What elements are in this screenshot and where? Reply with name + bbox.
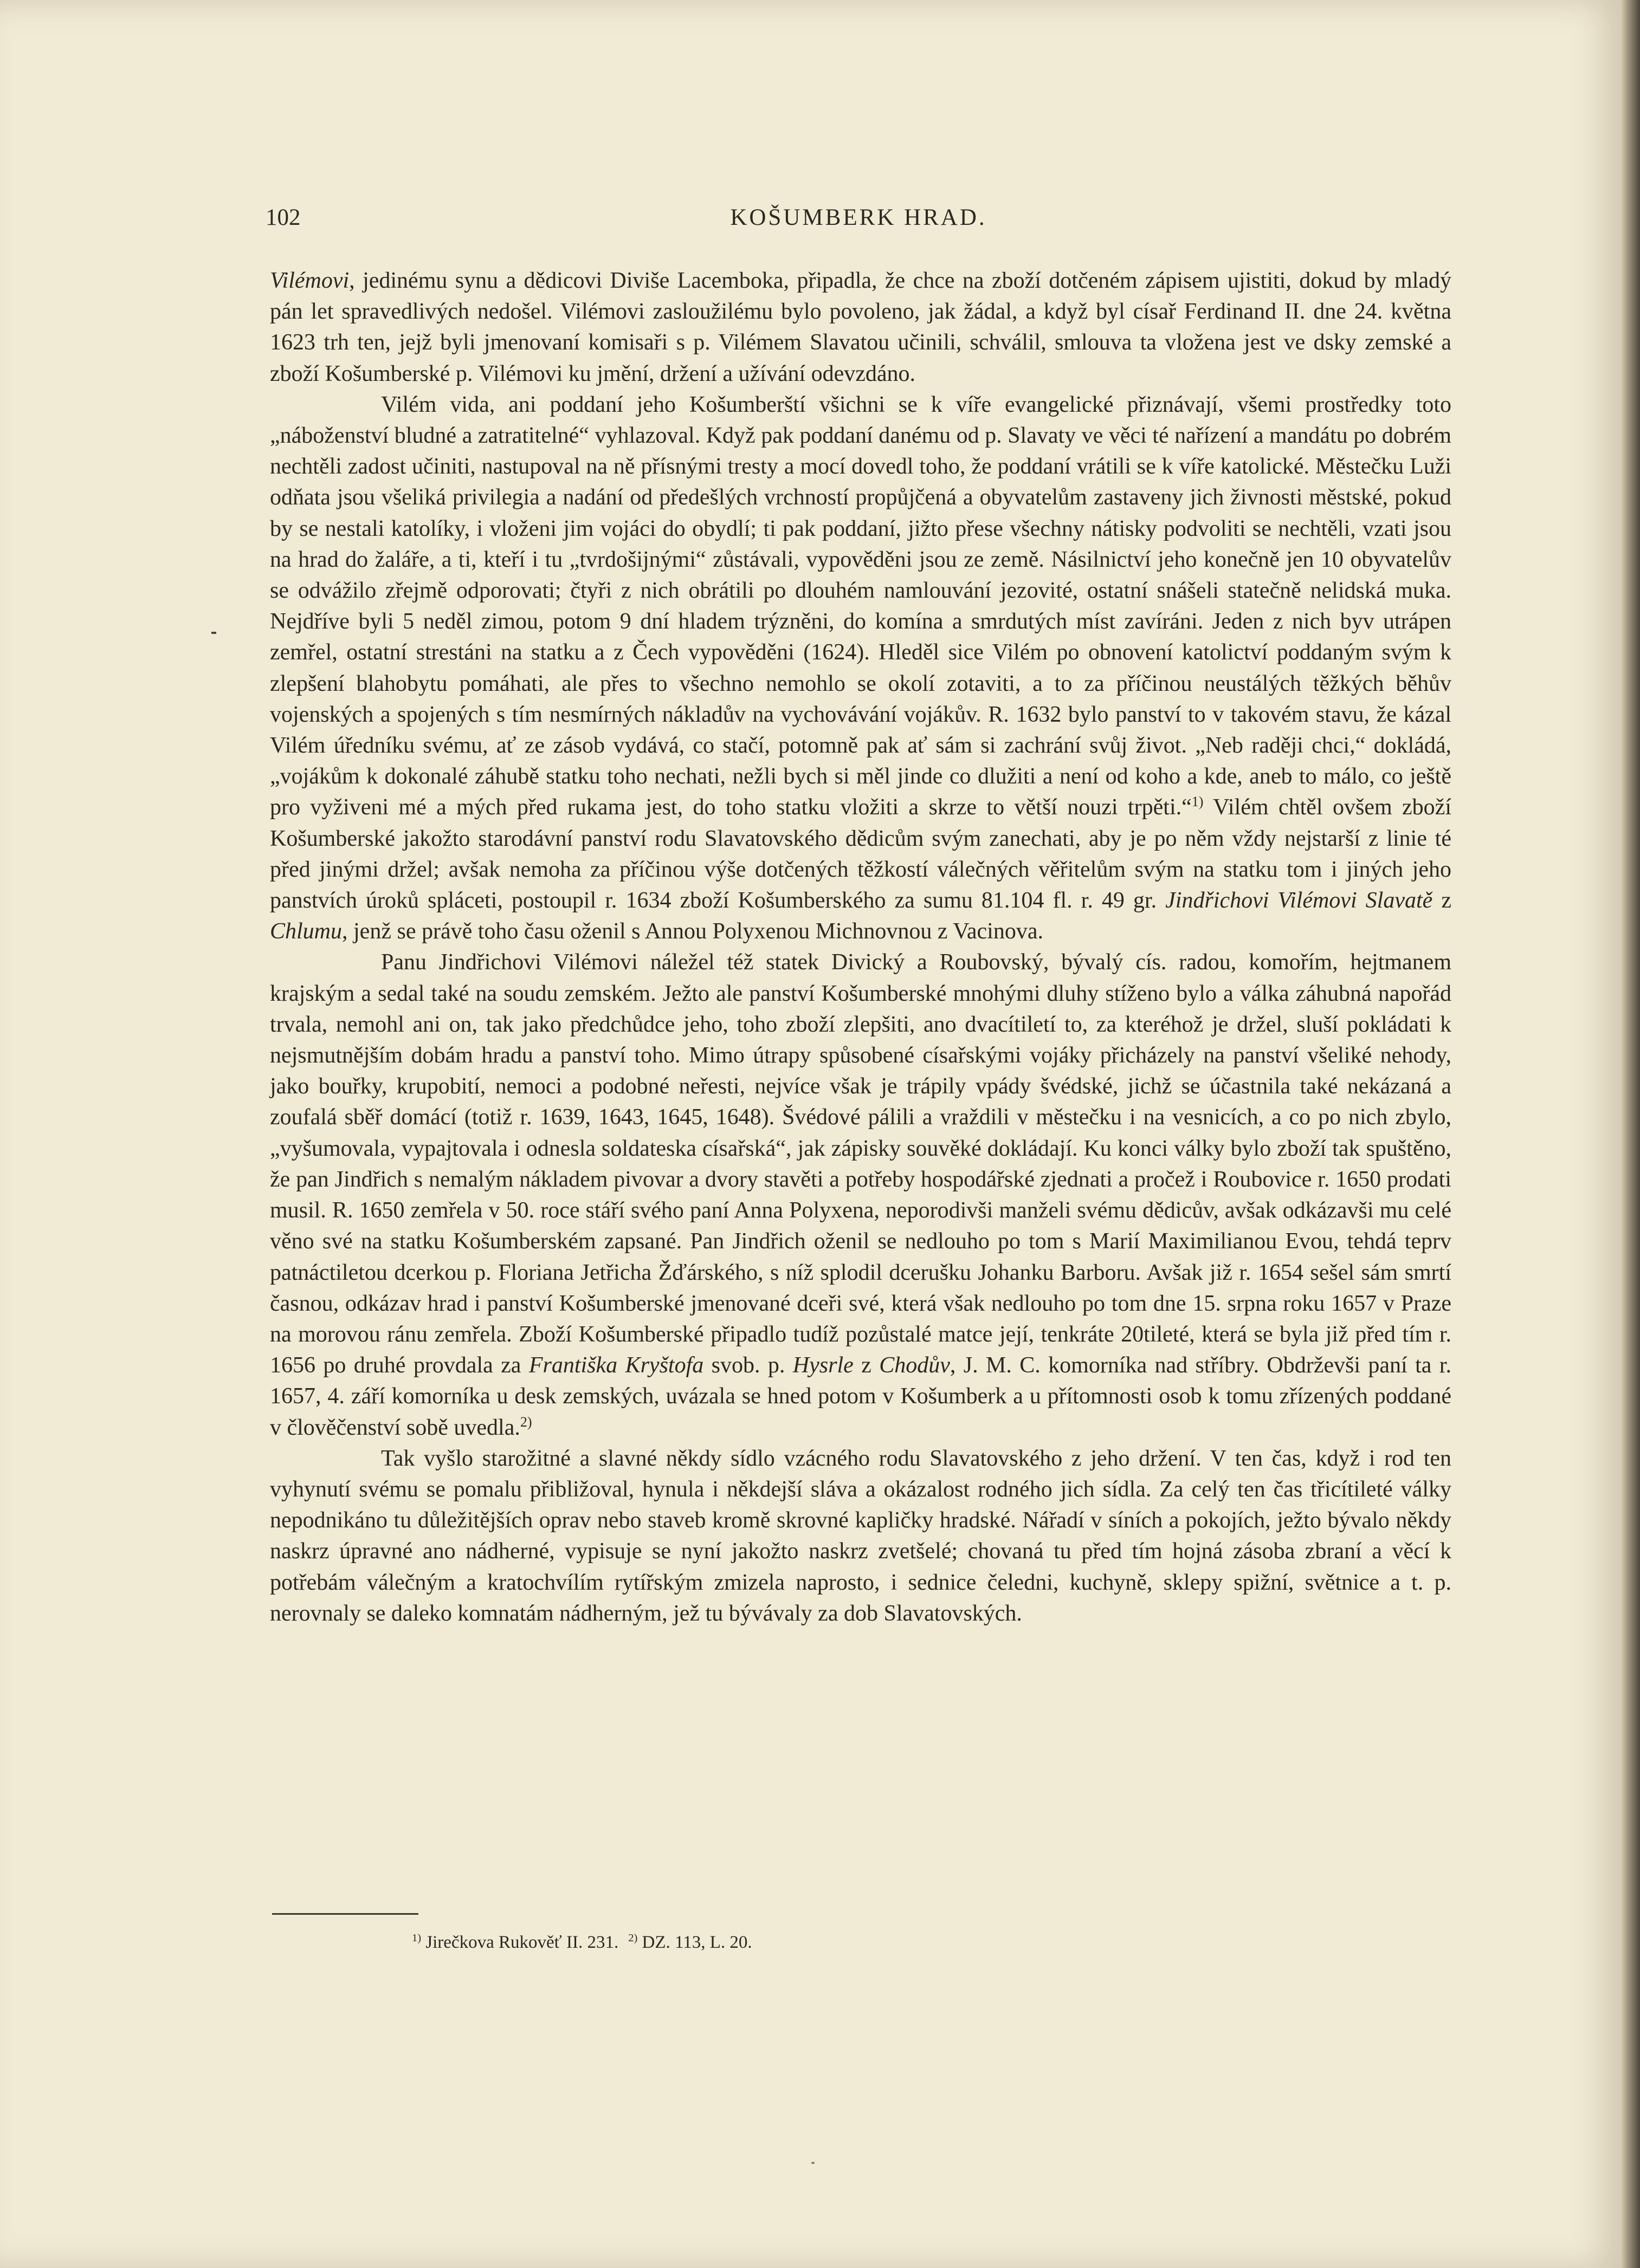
paragraph: Tak vyšlo starožitné a slavné někdy sídlo vzácného rodu Slavatovského z jeho držení. V ten čas, když i rod ten vyhynutí svému se pomalu přibližoval, hynula i někdejší sláva a okázalost rodného jich sídla. Za celý ten čas třicítileté války nepodnikáno tu důležitějších oprav nebo staveb kromě skrovné kapličky hradské. Nářadí v síních a pokojích, ježto bývalo někdy naskrz úpravné ano nádherné, vypisuje se nyní jakožto naskrz zvetšelé; chovaná tu před tím hojná zásoba zbraní a věcí k potřebám válečným a kratochvílím rytířským zmizela naprosto, i sednice čeledni, kuchyně, sklepy spižní, světnice a t. p. nerovnaly se daleko komnatám nádherným, jež tu bývávaly za dob Slavatovských. <box>270 1446 1451 1626</box>
page-number: 102 <box>266 205 301 230</box>
footnote-ref: 2) <box>520 1414 532 1430</box>
page-header <box>266 204 1451 237</box>
footnotes <box>412 1933 752 1953</box>
italic-name: Chodův <box>879 1353 950 1378</box>
italic-name: Hysrle <box>792 1353 854 1378</box>
paper-speck <box>811 2162 815 2164</box>
book-edge <box>1620 0 1640 2268</box>
footnote-ref: 1) <box>1191 794 1204 810</box>
footnote-marker: 2) <box>628 1932 638 1944</box>
margin-mark <box>211 632 216 634</box>
italic-name: Vilémovi <box>270 268 350 293</box>
running-title: KOŠUMBERK HRAD. <box>730 205 987 230</box>
main-text <box>270 265 1451 1629</box>
italic-name: Jindřichovi Vilémovi Slavatě <box>1165 888 1433 913</box>
footnote-1: Jirečkova Rukověť II. 231. <box>425 1933 619 1952</box>
footnote-2: DZ. 113, L. 20. <box>642 1933 752 1952</box>
paragraph: Vilém vida, ani poddaní jeho Košumberští všichni se k víře evangelické přiznávají, všemi prostředky toto „náboženství bludné a zatratitelné“ vyhlazoval. Když pak poddaní danému od p. Slavaty ve věci té nařízení a mandátu po dobrém nechtěli zadost učiniti, nastupoval na ně přísnými tresty a mocí dovedl toho, že poddaní vrátili se k víře katolické. Městečku Luži odňata jsou všeliká privilegia a nadání od předešlých vrchností propůjčená a obyvatelům zastaveny jich živnosti městské, pokud by se nestali katolíky, i vloženi jim vojáci do obydlí; ti pak poddaní, jižto přese všechny nátisky podvoliti se nechtěli, vzati jsou na hrad do žaláře, a ti, kteří i tu „tvrdošijnými“ zůstávali, vypověděni jsou ze země. Násilnictví jeho konečně jen 10 obyvatelův se odvážilo zřejmě odporovati; čtyři z nich obrátili po dlouhém namlouvání jezovité, ostatní snášeli statečně nelidská muka. Nejdříve byli 5 neděl zimou, potom 9 dní hladem trýzněni, do komína a smrdutých míst zavíráni. Jeden z nich byv utrápen zemřel, ostatní strestáni na statku a z Čech vypověděni (1624). Hleděl sice Vilém po obnovení katolictví poddaným svým k zlepšení blahobytu pomáhati, ale přes to všechno nemohlo se okolí zotaviti, a to za příčinou neustálých těžkých běhův vojenských a spojených s tím nesmírných nákladův na vychovávání vojákův. R. 1632 bylo panství to v takovém stavu, že kázal Vilém úředníku svému, ať ze zásob vydává, co stačí, potomně pak ať sám si zachrání svůj život. „Neb raději chci,“ dokládá, „vojákům k dokonalé záhubě statku toho nechati, nežli bych si měl jinde co dlužiti a není od koho a kde, aneb to málo, co ještě pro vyživeni mé a mých před rukama jest, do toho statku vložiti a skrze to větší nouzi trpěti.“$^{1)}$ Vilém chtěl ovšem zboží Košumberské jakožto starodávní panství rodu Slavatovského dědicům svým zanechati, aby je po něm vždy nejstarší z linie té před jinými držel; avšak nemoha za příčinou výše dotčených těžkostí válečných věřitelům svým na statku tom i jiných jeho panstvích úroků spláceti, postoupil r. 1634 zboží Košumberského za sumu 81.104 fl. r. 49 gr. Jindřichovi Vilémovi Slavatě z Chlumu, jenž se právě toho času oženil s Annou Polyxenou Michnovnou z Vacinova. <box>270 392 1451 944</box>
italic-name: Františka Kryštofa <box>528 1353 704 1378</box>
paragraph: Panu Jindřichovi Vilémovi náležel též statek Divický a Roubovský, bývalý cís. radou, komořím, hejtmanem krajským a sedal také na soudu zemském. Ježto ale panství Košumberské mnohými dluhy stíženo bylo a válka záhubná napořád trvala, nemohl ani on, tak jako předchůdce jeho, toho zboží zlepšiti, ano dvacítiletí to, za kteréhož je držel, sluší pokládati k nejsmutnějším dobám hradu a panství toho. Mimo útrapy spůsobené císařskými vojáky přicházely na panství všeliké nehody, jako bouřky, krupobití, nemoci a podobné neřesti, nejvíce však je trápily vpády švédské, jichž se účastnila také nekázaná a zoufalá sběř domácí (totiž r. 1639, 1643, 1645, 1648). Švédové pálili a vraždili v městečku i na vesnicích, a co po nich zbylo, „vyšumovala, vypajtovala i odnesla soldateska císařská“, jak zápisky souvěké dokládají. Ku konci války bylo zboží tak spuštěno, že pan Jindřich s nemalým nákladem pivovar a dvory stavěti a potřeby hospodářské zjednati a pročež i Roubovice r. 1650 prodati musil. R. 1650 zemřela v 50. roce stáří svého paní Anna Polyxena, neporodivši manželi svému dědicův, avšak odkázavši mu celé věno své na statku Košumberském zapsané. Pan Jindřich oženil se nedlouho po tom s Marií Maximilianou Evou, tehdá teprv patnáctiletou dcerkou p. Floriana Jetřicha Žďárského, s níž splodil dcerušku Johanku Barboru. Avšak již r. 1654 sešel sám smrtí časnou, odkázav hrad i panství Košumberské jmenované dceři své, která však nedlouho po tom dne 15. srpna roku 1657 v Praze na morovou ránu zemřela. Zboží Košumberské připadlo tudíž pozůstalé matce její, tenkráte 20tileté, která se byla již před tím r. 1656 po druhé provdala za Františka Kryštofa svob. p. Hysrle z Chodův, J. M. C. komorníka nad stříbry. Obdrževši paní ta r. 1657, 4. září komorníka u desk zemských, uvázala se hned potom v Košumberk a u přítomnosti osob k tomu zřízených poddané v člověčenství sobě uvedla.$^{2)}$ <box>270 950 1451 1440</box>
paragraph: Vilémovi, jedinému synu a dědicovi Diviše Lacemboka, připadla, že chce na zboží dotčeném zápisem ujistiti, dokud by mladý pán let spravedlivých nedošel. Vilémovi zasloužilému bylo povoleno, jak žádal, a když byl císař Ferdinand II. dne 24. května 1623 trh ten, jejž byli jmenovaní komisaři s p. Vilémem Slavatou učinili, schválil, smlouva ta vložena jest ve dsky zemské a zboží Košumberské p. Vilémovi ku jmění, držení a užívání odevzdáno. <box>270 268 1451 386</box>
footnote-divider <box>272 1913 418 1915</box>
footnote-marker: 1) <box>412 1932 422 1944</box>
italic-name: Chlumu <box>270 919 343 944</box>
